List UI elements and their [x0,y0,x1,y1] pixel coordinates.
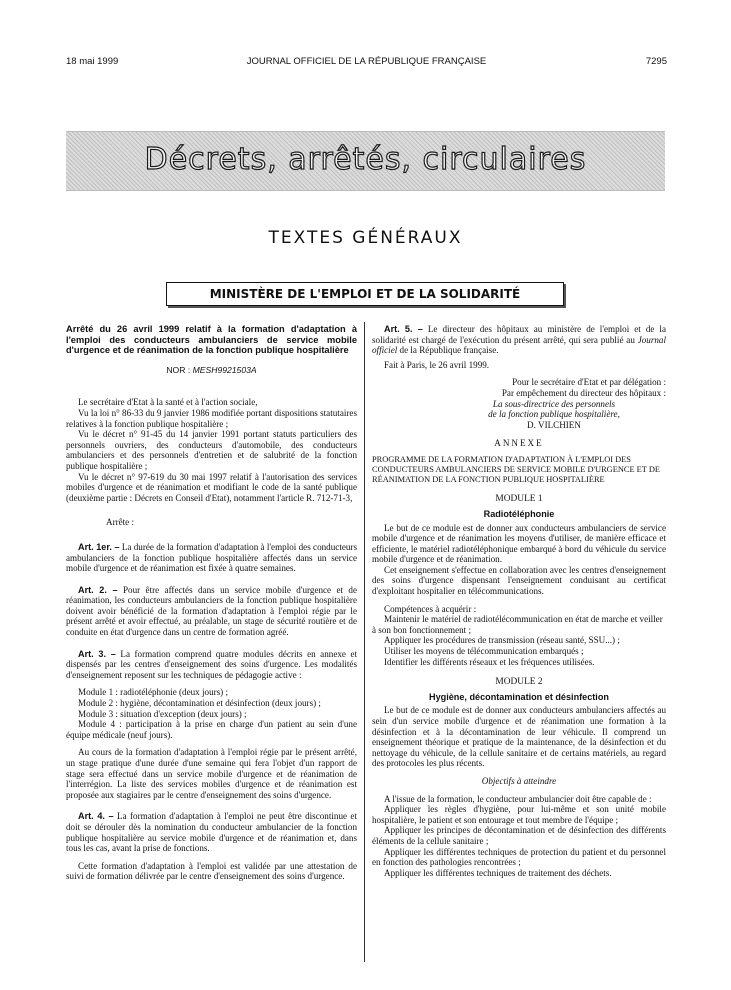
module-1-paragraph-2: Cet enseignement s'effectue en collaboration avec les centres d'enseignement des soins d'urgence dispensant l'enseignement conduisant au certificat d'exploitant hospitalier en télécommunications. [372,564,666,597]
arrete-title: Arrêté du 26 avril 1999 relatif à la formation d'adaptation à l'emploi des conducteurs ambulanciers de service mobile d'urgence et de réanimation de la fonction publique hospitalière [66,324,357,356]
article-2-label: Art. 2. – [78,584,118,595]
module-2-title: Hygiène, décontamination et désinfection [429,691,609,702]
fait-a-paris: Fait à Paris, le 26 avril 1999. [384,359,490,370]
section-banner [66,131,665,191]
article-5 [372,324,666,356]
competence-item: Identifier les différents réseaux et les fréquences utilisées. [384,656,595,667]
objective-item: Appliquer les différentes techniques de protection du patient et du personnel en fonction des pathologies rencontrées ; [372,846,666,868]
module-1-heading: MODULE 1 [495,494,543,505]
module-2-heading: MODULE 2 [495,677,543,688]
nor-label: NOR : [166,364,191,375]
module-line-4: Module 4 : participation à la prise en charge d'un patient au sein d'une équipe médicale (neuf jours). [66,719,357,740]
left-column [66,324,357,882]
ministry-box: MINISTÈRE DE L'EMPLOI ET DE LA SOLIDARITÉ [166,282,564,306]
article-3-label: Art. 3. – [78,648,116,659]
module-2-paragraph-2: A l'issue de la formation, le conducteur ambulancier doit être capable de : [384,793,652,804]
header-journal-title: JOURNAL OFFICIEL DE LA RÉPUBLIQUE FRANÇAISE [246,56,487,67]
module-1-competences [372,604,666,668]
vu-paragraph-2: Vu le décret n° 91-45 du 14 janvier 1991 portant statuts particuliers des personnels ouvriers, des conducteurs d'automobile, des conducteurs ambulanciers et des personnels d'entretien et de salubrité de la fonction publique hospitalière ; [66,429,357,471]
article-4 [66,811,357,853]
article-2-text: Pour être affectés dans un service mobile d'urgence et de réanimation, les conducteurs ambulanciers de la fonction publique hospitalière doivent avoir bénéficié de la formation d'adaptation à l'emploi régie par le présent arrêté et avoir effectué, au préalable, un stage de sécurité routière et de conduite en état d'urgence dans un centre de formation agréé. [66,584,358,638]
article-4-paragraph-2: Cette formation d'adaptation à l'emploi est validée par une attestation de suivi de formation délivrée par le centre d'enseignement des soins d'urgence. [66,860,357,882]
header-date: 18 mai 1999 [66,56,119,67]
nor-code: MESH9921503A [192,364,257,375]
annexe-heading: ANNEXE [494,438,544,449]
module-line-3: Module 3 : situation d'exception (deux jours) ; [78,708,247,719]
banner-title: Décrets, arrêtés, circulaires [144,142,587,177]
vu-paragraph-1: Vu la loi n° 86-33 du 9 janvier 1986 modifiée portant dispositions statutaires relatives à la fonction publique hospitalière ; [66,407,357,429]
module-1-paragraph-1: Le but de ce module est de donner aux conducteurs ambulanciers de service mobile d'urgence et de réanimation les moyens d'utiliser, de manière efficace et efficiente, le matériel radiotéléphonique embarqué à bord du véhicule du service mobile d'urgence et de réanimation. [372,522,666,565]
objective-item: Appliquer les différentes techniques de traitement des déchets. [384,867,612,878]
article-1-label: Art. 1er. – [78,541,120,552]
module-line-1: Module 1 : radiotéléphonie (deux jours) ; [78,687,229,698]
signature-line-2: Par empêchement du directeur des hôpitaux : [501,387,666,398]
objective-item: Appliquer les principes de décontamination et de désinfection des différents éléments de la cellule sanitaire ; [372,825,666,846]
signature-line-3: La sous-directrice des personnels [492,398,616,409]
programme-heading: PROGRAMME DE LA FORMATION D'ADAPTATION À L'EMPLOI DES CONDUCTEURS AMBULANCIERS DE SERVICE MOBILE D'URGENCE ET DE RÉANIMATION DE LA FONCTION PUBLIQUE HOSPITALIÈRE [372,454,660,484]
module-1-title: Radiotéléphonie [483,508,555,519]
article-5-text-b: de la République française. [399,345,499,356]
signature-name: D. VILCHIEN [527,419,581,430]
article-3-text: La formation comprend quatre modules décrits en annexe et dispensés par les centres d'enseignement des soins d'urgence. Les modalités d'enseignement reposent sur les techniques de pédagogie active : [66,648,358,680]
column-divider [364,322,365,962]
article-1-text: La durée de la formation d'adaptation à l'emploi des conducteurs ambulanciers de la fonction publique hospitalière affectés dans un service mobile d'urgence et de réanimation est fixée à quatre semaines. [66,541,357,574]
competence-item: Utiliser les moyens de télécommunication embarqués ; [384,646,584,657]
article-3 [66,649,357,681]
objective-item: Appliquer les règles d'hygiène, pour lui-même et son unité mobile hospitalière, le patient et son entourage et tout membre de l'équipe ; [372,804,666,825]
objectives-heading: Objectifs à atteindre [481,775,557,786]
vu-paragraph-3: Vu le décret n° 97-619 du 30 mai 1997 relatif à l'autorisation des services mobiles d'urgence et de réanimation et modifiant le code de la santé publique (deuxième partie : Décrets en Conseil d'Etat), notamment l'article R. 712-71-3, [66,471,357,503]
signature-line-1: Pour le secrétaire d'Etat et par délégation : [512,377,666,388]
competence-item: Maintenir le matériel de radiotélécommunication en état de marche et veiller à son bon fonctionnement ; [372,614,663,635]
right-column [372,324,666,878]
article-5-text-italic: Journal officiel [372,334,666,356]
article-1 [66,542,357,574]
article-4-text: La formation d'adaptation à l'emploi ne peut être discontinue et doit se dérouler dès la nomination du conducteur ambulancier de la fonction publique hospitalière au service mobile d'urgence et de réanimation et, dans tous les cas, avant la prise de fonctions. [66,811,357,854]
running-header [66,56,667,70]
article-5-text-a: Le directeur des hôpitaux au ministère de l'emploi et de la solidarité est chargé de l'exécution du présent arrêté, qui sera publié au [372,324,666,345]
article-2 [66,585,357,638]
module-2-paragraph-1: Le but de ce module est de donner aux conducteurs ambulanciers affectés au sein d'un service mobile d'urgence et de réanimation une formation à la désinfection et à la décontamination de leur véhicule. Il comprend un enseignement théorique et pratique de la maintenance, de la désinfection et du nettoyage du véhicule, de la cellule sanitaire et de certains matériels, au regard des protocoles les plus récents. [372,705,666,769]
competence-item: Appliquer les procédures de transmission (réseau santé, SSU...) ; [384,635,620,646]
header-page-number: 7295 [645,56,667,67]
signature-line-4: de la fonction publique hospitalière, [488,409,620,420]
competences-heading: Compétences à acquérir : [384,603,477,614]
article-5-label: Art. 5. – [384,324,423,334]
arrete-word: Arrête : [106,517,135,528]
module-line-2: Module 2 : hygiène, décontamination et désinfection (deux jours) ; [78,698,321,709]
section-title: TEXTES GÉNÉRAUX [268,228,463,248]
nor-reference [66,365,357,376]
intro-paragraph: Le secrétaire d'Etat à la santé et à l'action sociale, [78,397,258,408]
article-3-paragraph-2: Au cours de la formation d'adaptation à l'emploi régie par le présent arrêté, un stage pratique d'une durée d'une semaine qui fera l'objet d'un rapport de stage sera effectué dans un service mobile d'urgence et de réanimation de l'interrégion. La liste des services mobiles d'urgence et de réanimation est proposée aux stagiaires par le centre d'enseignement des soins d'urgence. [66,747,357,800]
article-4-label: Art. 4. – [78,811,114,822]
